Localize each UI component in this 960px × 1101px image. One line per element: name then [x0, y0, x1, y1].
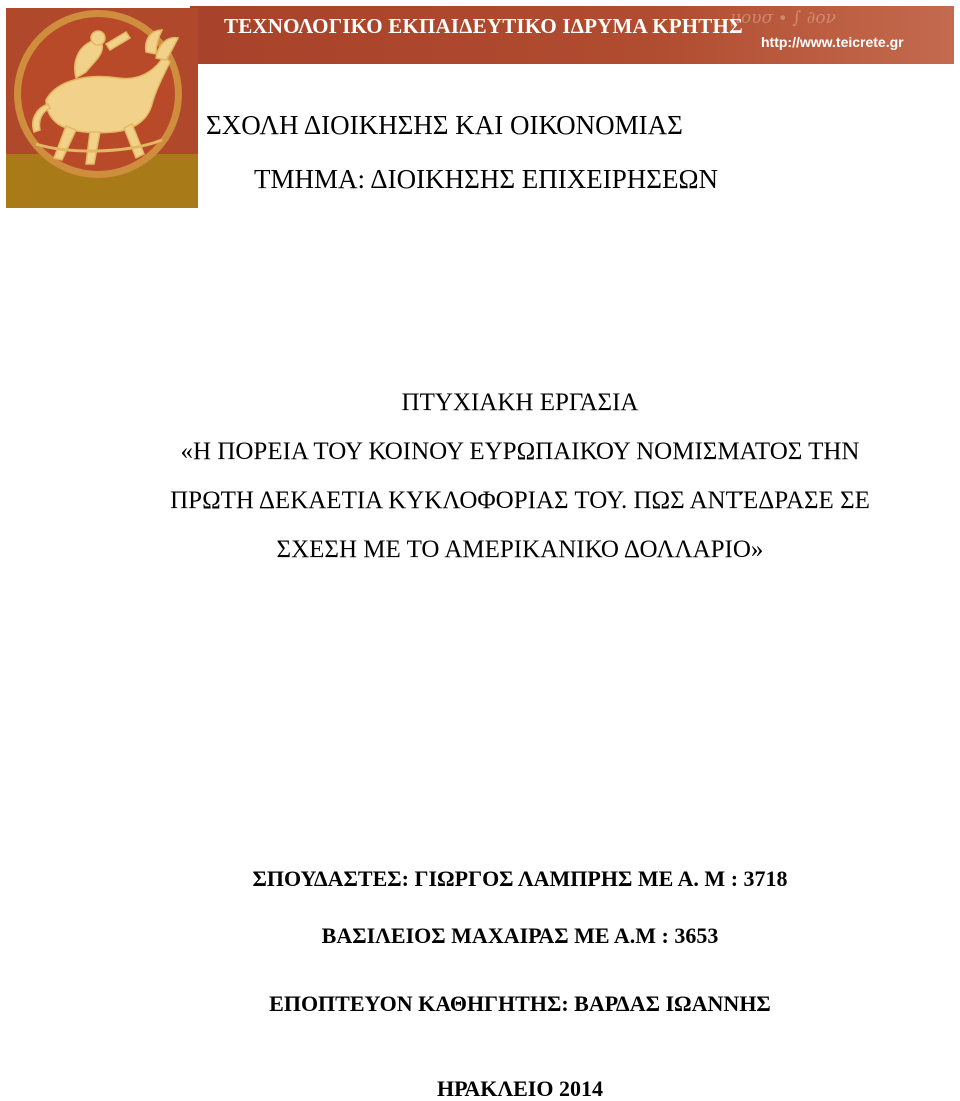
minoan-bull-seal-icon [6, 8, 198, 208]
place-and-year: ΗΡΑΚΛΕΙΟ 2014 [437, 1076, 603, 1101]
school-name: ΣΧΟΛΗ ΔΙΟΙΚΗΣΗΣ ΚΑΙ ΟΙΚΟΝΟΜΙΑΣ [206, 110, 683, 140]
institution-banner [190, 6, 954, 64]
department-name: ΤΜΗΜΑ: ΔΙΟΙΚΗΣΗΣ ΕΠΙΧΕΙΡΗΣΕΩΝ [254, 164, 719, 194]
supervisor: ΕΠΟΠΤΕΥΟΝ ΚΑΘΗΓΗΤΗΣ: ΒΑΡΔΑΣ ΙΩΑΝΝΗΣ [269, 991, 771, 1016]
document-type: ΠΤΥΧΙΑΚΗ ΕΡΓΑΣΙΑ [401, 389, 639, 416]
institution-name: ΤΕΧΝΟΛΟΓΙΚΟ ΕΚΠΑΙΔΕΥΤΙΚΟ ΙΔΡΥΜΑ ΚΡΗΤΗΣ [224, 14, 743, 38]
students-line-2: ΒΑΣΙΛΕΙΟΣ ΜΑΧΑΙΡΑΣ ΜΕ Α.Μ : 3653 [321, 923, 719, 948]
institution-url: http://www.teicrete.gr [761, 34, 904, 50]
thesis-title-line-2: ΠΡΩΤΗ ΔΕΚΑΕΤΙΑ ΚΥΚΛΟΦΟΡΙΑΣ ΤΟΥ. ΠΩΣ ΑΝΤΈΔΡΑΣΕ ΣΕ [170, 487, 870, 514]
thesis-title-line-1: «Η ΠΟΡΕΙΑ ΤΟΥ ΚΟΙΝΟΥ ΕΥΡΩΠΑΙΚΟΥ ΝΟΜΙΣΜΑΤΟΣ ΤΗΝ [180, 438, 860, 465]
thesis-title-line-3: ΣΧΕΣΗ ΜΕ ΤΟ ΑΜΕΡΙΚΑΝΙΚΟ ΔΟΛΛΑΡΙΟ» [276, 536, 764, 563]
students-line-1: ΣΠΟΥΔΑΣΤΕΣ: ΓΙΩΡΓΟΣ ΛΑΜΠΡΗΣ ΜΕ Α. Μ : 3718 [252, 866, 788, 891]
banner-decoration: μουσ ∙ ∫ ∂ον [730, 8, 836, 28]
